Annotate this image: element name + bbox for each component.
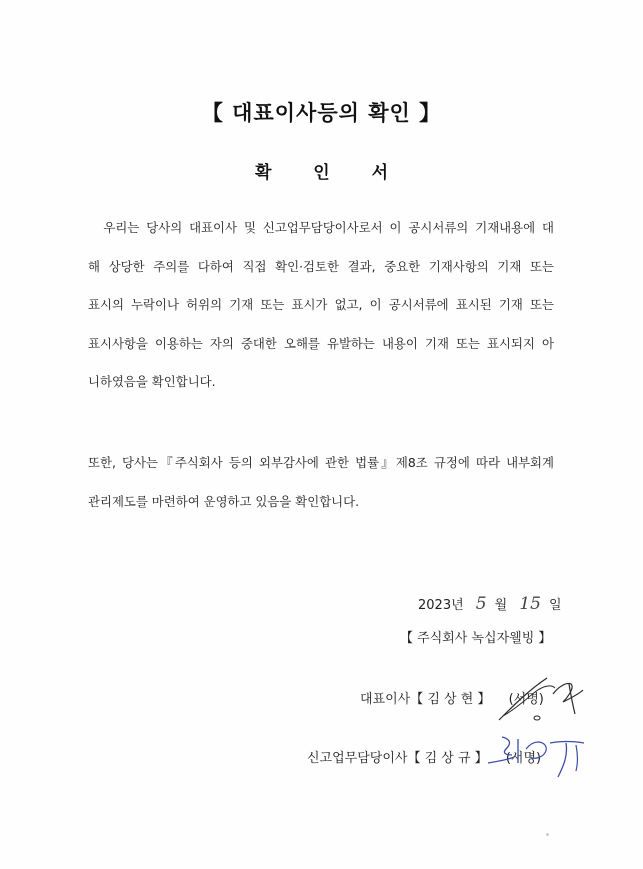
signature-label: (서명) [508,692,544,707]
company-name: 【 주식회사 녹십자웰빙 】 [400,631,552,646]
paragraph-line: 관리제도를 마련하여 운영하고 있음을 확인합니다. [88,493,360,509]
date-month-handwritten: 5 [475,594,487,614]
signer-role: 대표이사 [360,692,411,707]
paragraph-line: 표시사항을 이용하는 자의 중대한 오해를 유발하는 내용이 기재 또는 표시되지 아 [88,335,554,351]
scan-speck [546,833,549,836]
signer-name: 【 김 상 현 】 [410,692,491,707]
paragraph-line: 니하였음을 확인합니다. [88,374,216,389]
paragraph-line: 우리는 당사의 대표이사 및 신고업무담당이사로서 이 공시서류의 기재내용에 대 [88,220,554,235]
paragraph-line: 표시의 누락이나 허위의 기재 또는 표시가 없고, 이 공시서류에 표시된 기재 또는 [88,297,554,312]
date-month-unit: 월 [494,598,508,613]
internal-control-paragraph [88,453,554,530]
signer-name: 【 김 상 규 】 [407,751,488,766]
date-day-handwritten: 15 [519,594,541,614]
signing-date [418,594,562,614]
paragraph-line: 해 상당한 주의를 다하여 직접 확인·검토한 결과, 중요한 기재사항의 기재 또는 [88,258,554,274]
signer-disclosure-director [307,747,541,766]
paragraph-line: 또한, 당사는『주식회사 등의 외부감사에 관한 법률』제8조 규정에 따라 내부회계 [88,455,554,470]
date-day-unit: 일 [548,598,562,613]
signer-role: 신고업무담당이사 [307,751,408,766]
document-title: 【 대표이사등의 확인 】 [201,101,442,125]
signer-ceo [360,688,544,707]
date-year: 2023 [418,598,452,613]
date-year-unit: 년 [451,598,464,613]
signature-label: (서명) [505,751,542,766]
confirmation-paragraph [88,218,554,411]
document-subtitle: 확 인 서 [254,163,407,183]
